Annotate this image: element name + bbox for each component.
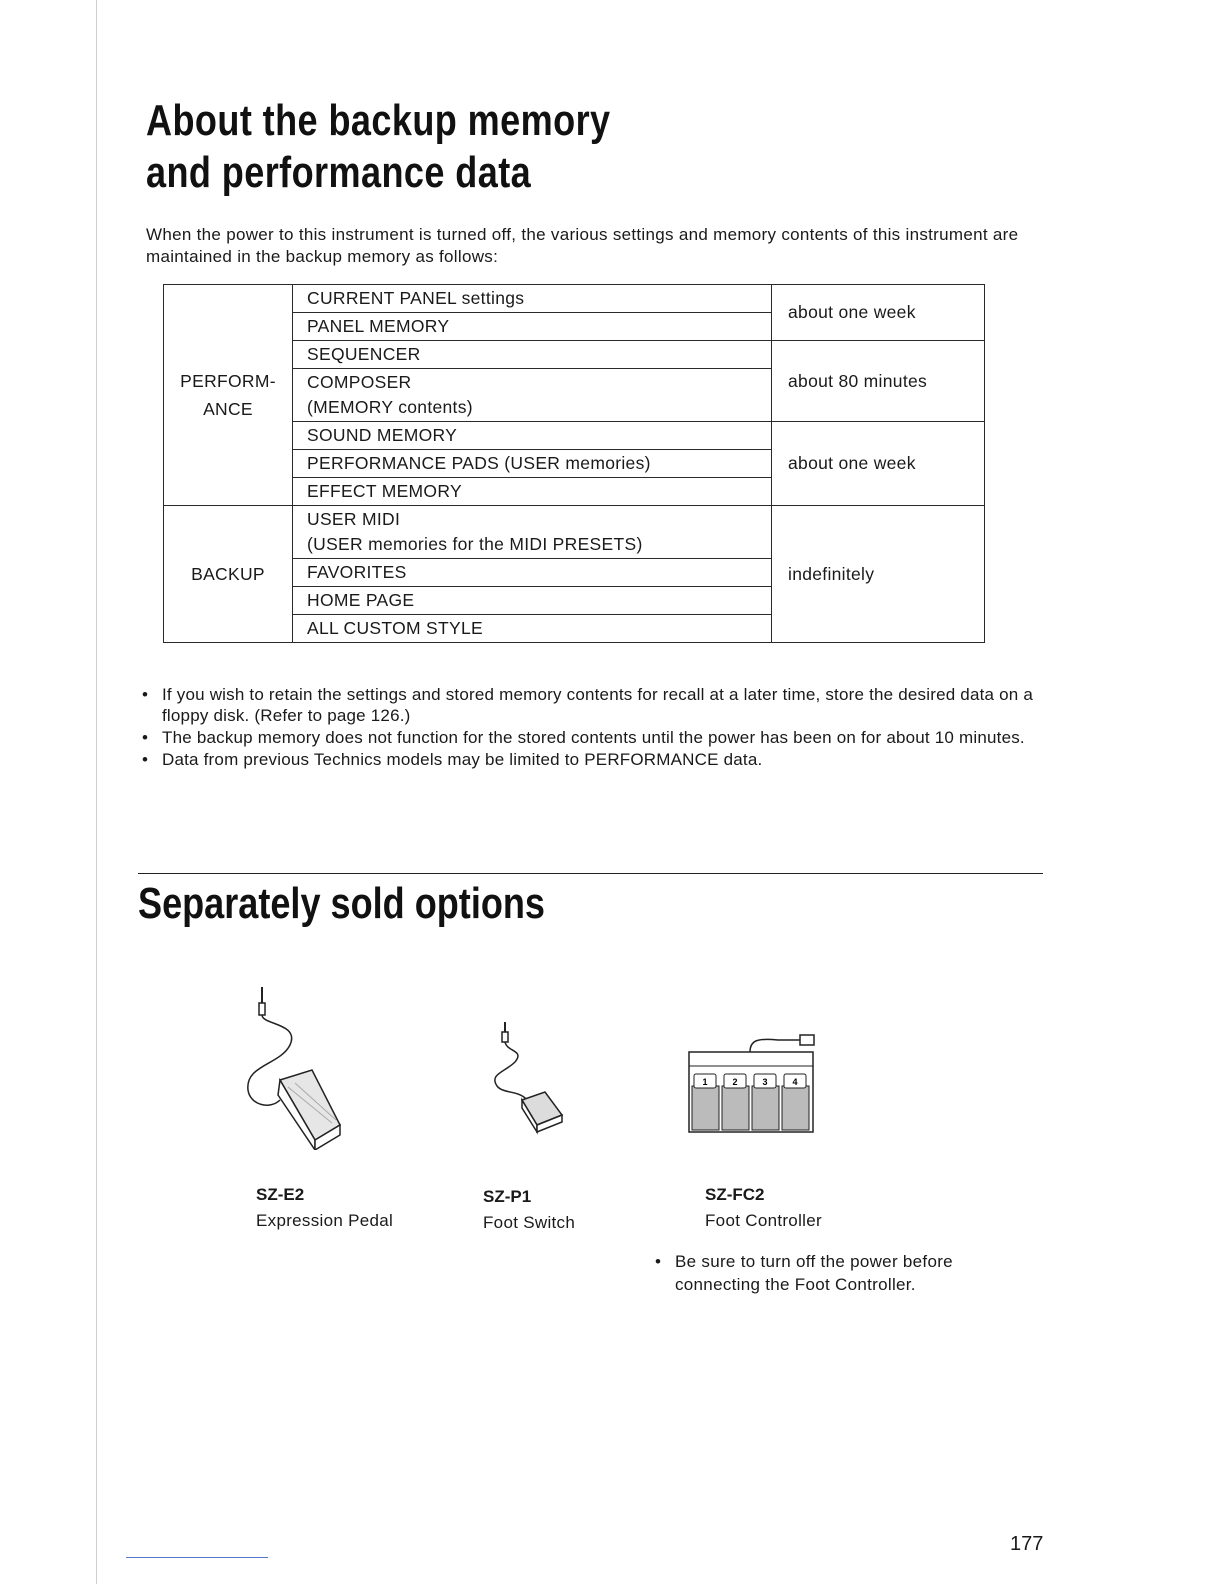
item-home-page: HOME PAGE xyxy=(293,587,772,615)
options-title: Separately sold options xyxy=(138,879,546,928)
group-performance xyxy=(164,285,293,506)
option-foot-controller xyxy=(688,1030,988,1235)
backup-memory-table xyxy=(163,284,985,643)
pedal-key-label: 3 xyxy=(762,1077,768,1087)
item-all-custom-style: ALL CUSTOM STYLE xyxy=(293,615,772,643)
option-description: Foot Controller xyxy=(705,1211,822,1230)
item-effect-memory: EFFECT MEMORY xyxy=(293,478,772,506)
table-row xyxy=(164,285,985,313)
page-margin-rule xyxy=(96,0,97,1584)
option-foot-switch xyxy=(467,1020,667,1235)
option-expression-pedal xyxy=(240,985,440,1235)
item-panel-memory: PANEL MEMORY xyxy=(293,313,772,341)
option-description: Foot Switch xyxy=(483,1213,576,1232)
table-row xyxy=(164,506,985,559)
item-sound-memory: SOUND MEMORY xyxy=(293,422,772,450)
pedal-key-label: 2 xyxy=(732,1077,738,1087)
duration-cell: about 80 minutes xyxy=(772,341,985,422)
item-favorites: FAVORITES xyxy=(293,559,772,587)
group-backup: BACKUP xyxy=(164,506,293,643)
item-performance-pads: PERFORMANCE PADS (USER memories) xyxy=(293,450,772,478)
section-divider xyxy=(138,873,1043,874)
page-number: 177 xyxy=(1010,1533,1044,1555)
option-model: SZ-FC2 xyxy=(705,1185,765,1204)
duration-cell: about one week xyxy=(772,285,985,341)
foot-controller-note: • Be sure to turn off the power before connecting the Foot Controller. xyxy=(655,1250,1035,1296)
pedal-key-label: 4 xyxy=(792,1077,798,1087)
item-composer: COMPOSER (MEMORY contents) xyxy=(293,369,772,422)
duration-cell: about one week xyxy=(772,422,985,506)
pedal-key-label: 1 xyxy=(702,1077,708,1087)
item-current-panel: CURRENT PANEL settings xyxy=(293,285,772,313)
option-model: SZ-E2 xyxy=(256,1185,305,1204)
foot-controller-icon xyxy=(688,1030,818,1135)
notes-list xyxy=(142,684,1052,771)
intro-paragraph: When the power to this instrument is turned off, the various settings and memory contents of this instrument are maintained in the backup memory as follows: xyxy=(146,225,1019,266)
group-performance-label: PERFORM- ANCE xyxy=(180,371,276,419)
title-line-2: and performance data xyxy=(146,148,532,197)
list-item: • Data from previous Technics models may be limited to PERFORMANCE data. xyxy=(142,749,1052,770)
footer-rule xyxy=(126,1557,268,1558)
item-user-midi: USER MIDI (USER memories for the MIDI PRESETS) xyxy=(293,506,772,559)
option-description: Expression Pedal xyxy=(256,1211,394,1230)
list-item: • The backup memory does not function for the stored contents until the power has been on for about 10 minutes. xyxy=(142,727,1052,748)
expression-pedal-icon xyxy=(240,985,360,1150)
option-model: SZ-P1 xyxy=(483,1187,532,1206)
item-sequencer: SEQUENCER xyxy=(293,341,772,369)
title-line-1: About the backup memory xyxy=(146,96,611,145)
duration-cell: indefinitely xyxy=(772,506,985,643)
backup-memory-title xyxy=(146,95,611,199)
list-item: • If you wish to retain the settings and stored memory contents for recall at a later time, store the desired data on a floppy disk. (Refer to page 126.) xyxy=(142,684,1052,726)
foot-switch-icon xyxy=(467,1020,577,1135)
